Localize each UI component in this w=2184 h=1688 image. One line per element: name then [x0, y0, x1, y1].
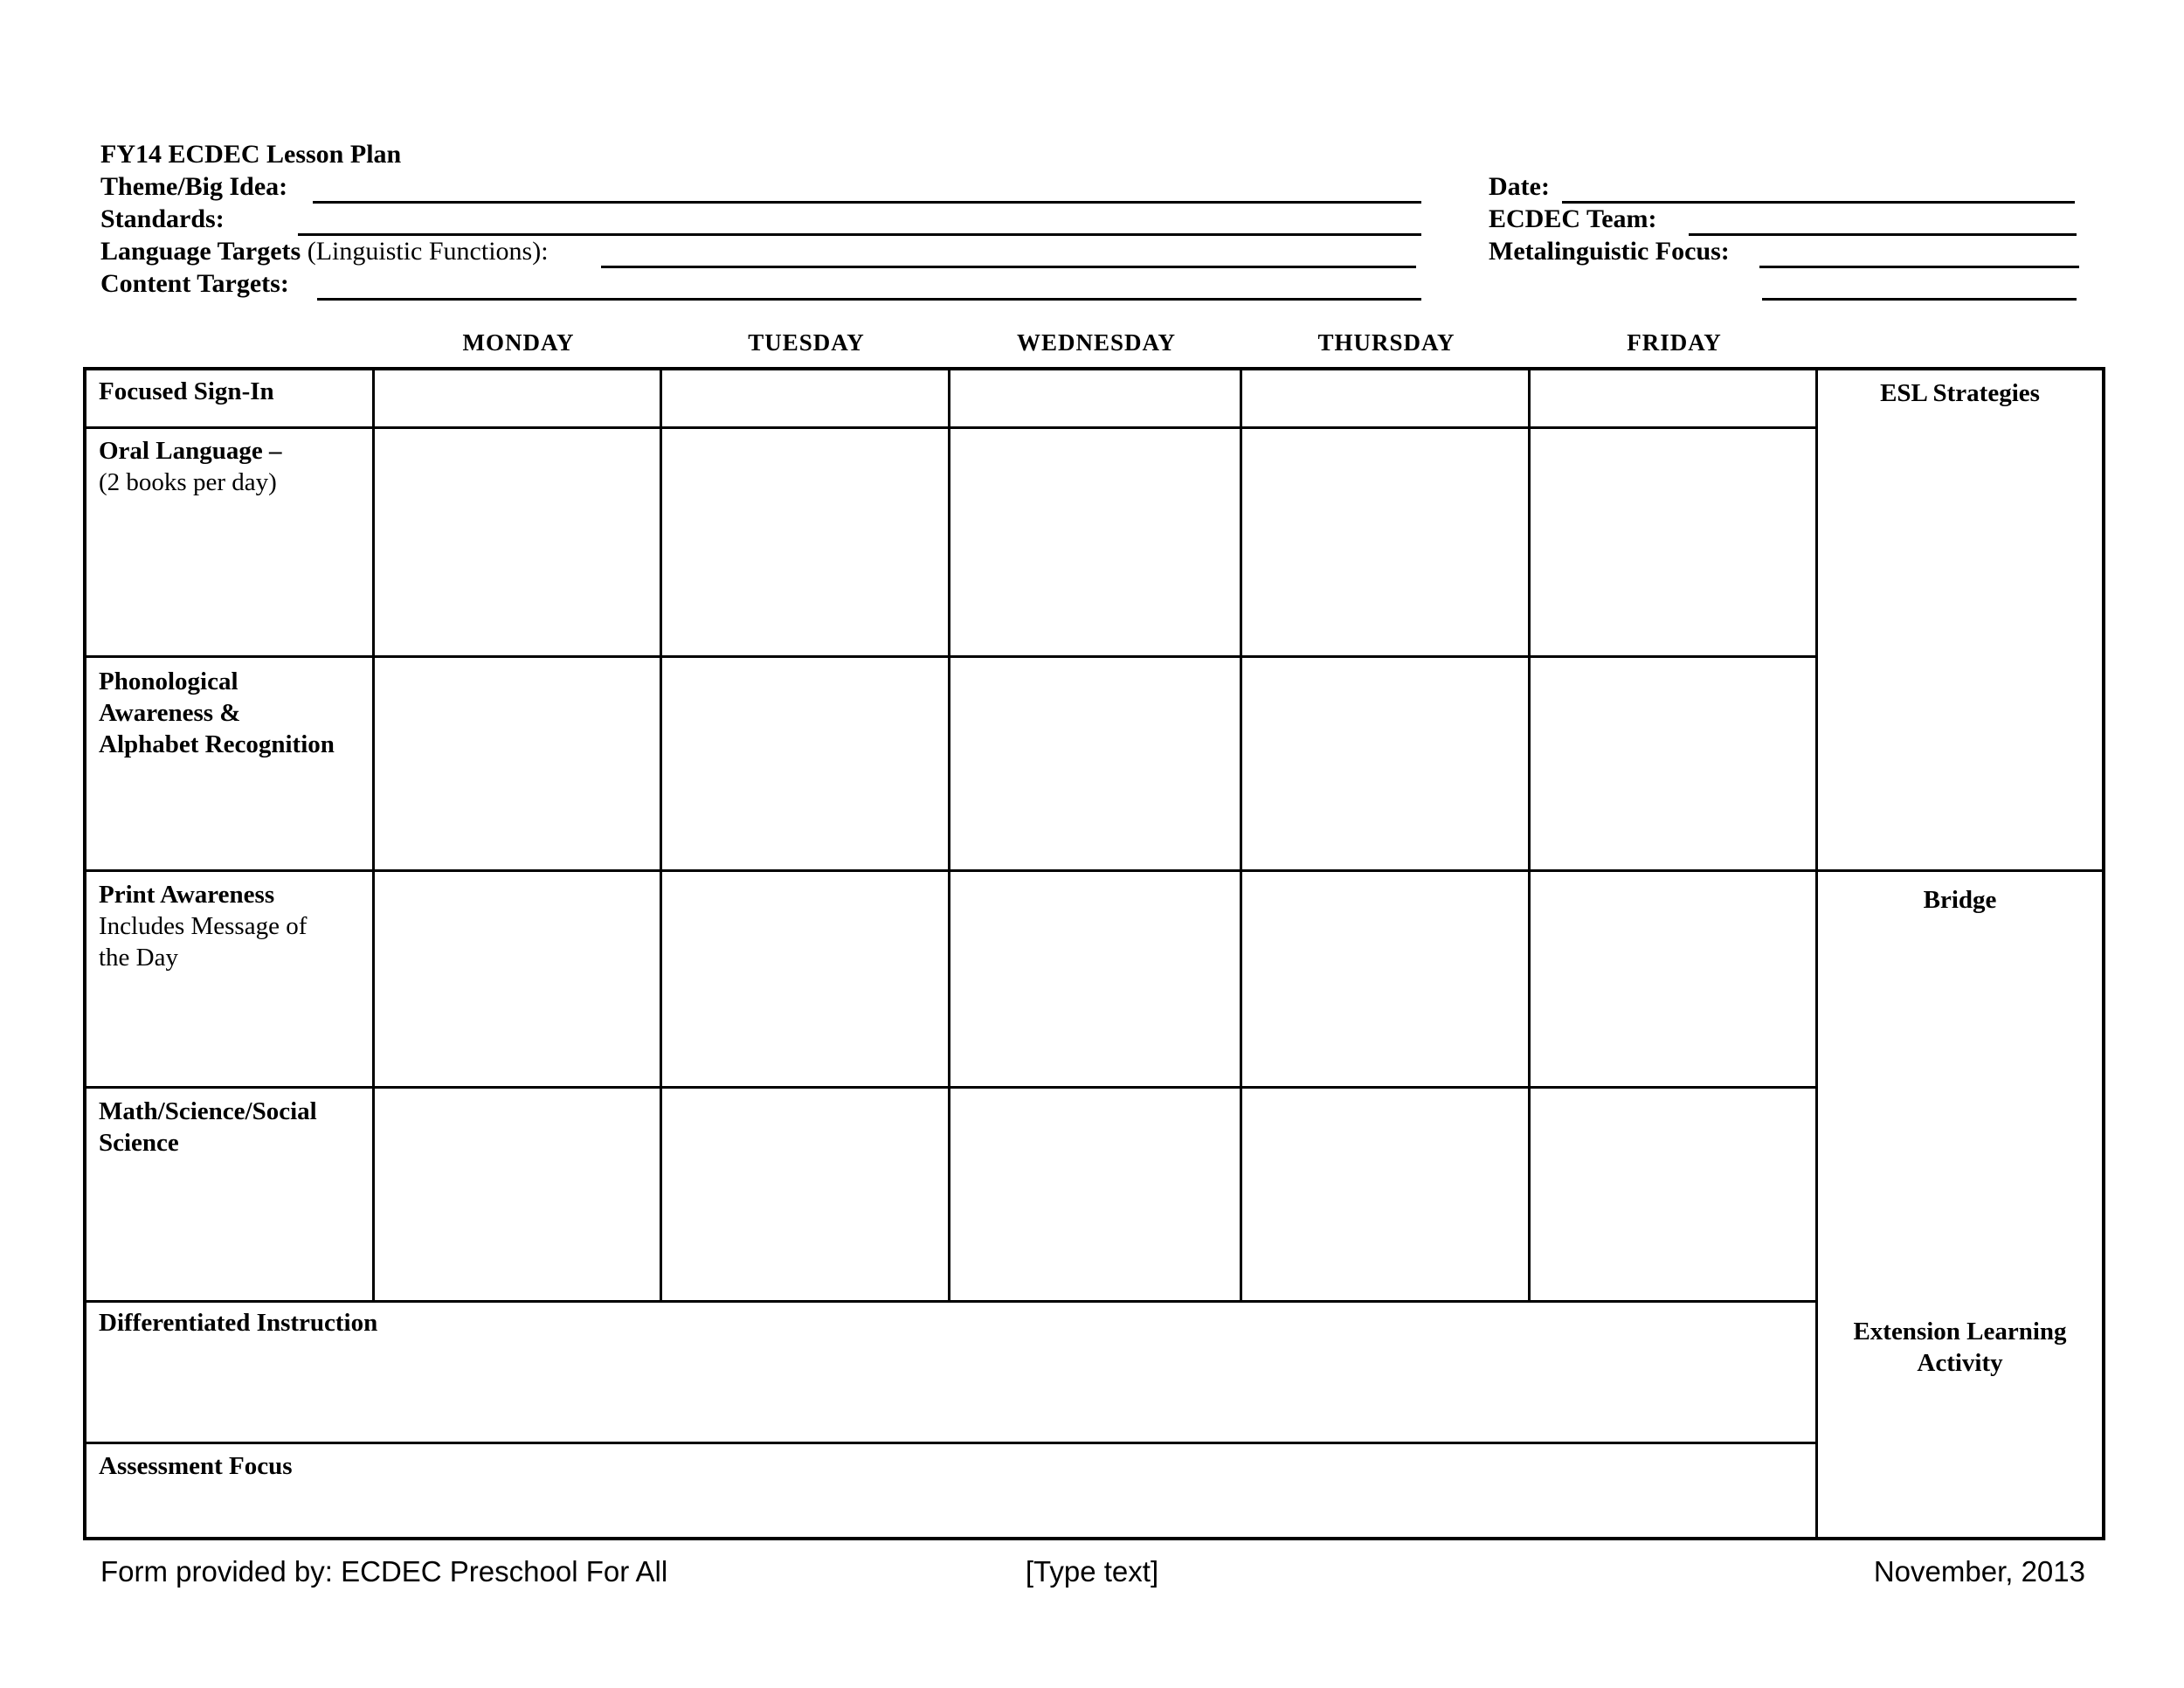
footer-date: November, 2013	[1873, 1555, 2085, 1588]
cell-friday-print-awareness[interactable]	[1531, 872, 1815, 1086]
math-science-line2: Science	[99, 1129, 179, 1157]
row-label-differentiated-instruction: Differentiated Instruction	[99, 1309, 378, 1337]
cell-monday-focused-sign-in[interactable]	[375, 370, 660, 426]
content-targets-input-line[interactable]	[317, 298, 1421, 301]
day-header-friday: FRIDAY	[1627, 329, 1722, 356]
cell-thursday-focused-sign-in[interactable]	[1242, 370, 1528, 426]
phonological-line2: Awareness &	[99, 699, 241, 727]
language-targets-input-line[interactable]	[601, 266, 1416, 268]
language-targets-label-rest: (Linguistic Functions):	[301, 237, 549, 266]
cell-wednesday-math-science[interactable]	[950, 1089, 1240, 1300]
phonological-line3: Alphabet Recognition	[99, 730, 335, 758]
footer-provided-by: Form provided by: ECDEC Preschool For All	[100, 1555, 668, 1588]
standards-input-line[interactable]	[298, 233, 1421, 236]
cell-thursday-phonological[interactable]	[1242, 658, 1528, 869]
cell-friday-oral-language[interactable]	[1531, 429, 1815, 655]
content-targets-label: Content Targets:	[100, 269, 289, 298]
date-input-line[interactable]	[1562, 201, 2075, 204]
cell-wednesday-phonological[interactable]	[950, 658, 1240, 869]
cell-bridge-extension[interactable]	[1818, 872, 2102, 1537]
cell-tuesday-focused-sign-in[interactable]	[662, 370, 948, 426]
print-awareness-sub-line1: Includes Message of	[99, 912, 308, 940]
metalinguistic-focus-input-line-2[interactable]	[1762, 298, 2077, 301]
day-header-tuesday: TUESDAY	[748, 329, 865, 356]
extension-learning-line1: Extension Learning	[1853, 1318, 2067, 1346]
side-label-esl-strategies: ESL Strategies	[1880, 379, 2040, 407]
cell-wednesday-oral-language[interactable]	[950, 429, 1240, 655]
standards-label: Standards:	[100, 204, 225, 233]
language-targets-label	[100, 237, 549, 266]
cell-esl-strategies[interactable]	[1818, 370, 2102, 869]
cell-tuesday-print-awareness[interactable]	[662, 872, 948, 1086]
cell-differentiated-instruction[interactable]	[86, 1303, 1815, 1442]
cell-tuesday-math-science[interactable]	[662, 1089, 948, 1300]
row-label-math-science	[99, 1096, 317, 1159]
row-label-print-awareness	[99, 879, 307, 973]
lesson-plan-table	[83, 367, 2105, 1540]
date-label: Date:	[1489, 172, 1550, 201]
phonological-line1: Phonological	[99, 668, 238, 695]
cell-assessment-focus[interactable]	[86, 1444, 1815, 1537]
cell-thursday-math-science[interactable]	[1242, 1089, 1528, 1300]
cell-thursday-print-awareness[interactable]	[1242, 872, 1528, 1086]
math-science-line1: Math/Science/Social	[99, 1097, 317, 1125]
cell-monday-oral-language[interactable]	[375, 429, 660, 655]
cell-thursday-oral-language[interactable]	[1242, 429, 1528, 655]
ecdec-team-label: ECDEC Team:	[1489, 204, 1657, 233]
day-header-wednesday: WEDNESDAY	[1016, 329, 1177, 356]
extension-learning-line2: Activity	[1917, 1349, 2003, 1377]
day-header-monday: MONDAY	[462, 329, 575, 356]
oral-language-subtitle: (2 books per day)	[99, 468, 277, 496]
cell-monday-phonological[interactable]	[375, 658, 660, 869]
print-awareness-sub-line2: the Day	[99, 944, 178, 972]
cell-wednesday-print-awareness[interactable]	[950, 872, 1240, 1086]
row-label-oral-language	[99, 435, 281, 498]
side-label-bridge: Bridge	[1923, 886, 1997, 914]
metalinguistic-focus-input-line[interactable]	[1759, 266, 2079, 268]
page-title: FY14 ECDEC Lesson Plan	[100, 140, 402, 169]
oral-language-title: Oral Language –	[99, 437, 282, 465]
cell-wednesday-focused-sign-in[interactable]	[950, 370, 1240, 426]
cell-monday-print-awareness[interactable]	[375, 872, 660, 1086]
row-label-assessment-focus: Assessment Focus	[99, 1452, 293, 1480]
language-targets-label-bold: Language Targets	[100, 237, 301, 266]
footer-type-text[interactable]: [Type text]	[1025, 1555, 1159, 1588]
print-awareness-title: Print Awareness	[99, 881, 275, 909]
cell-tuesday-phonological[interactable]	[662, 658, 948, 869]
row-label-phonological	[99, 666, 335, 760]
theme-label: Theme/Big Idea:	[100, 172, 288, 201]
cell-monday-math-science[interactable]	[375, 1089, 660, 1300]
cell-tuesday-oral-language[interactable]	[662, 429, 948, 655]
ecdec-team-input-line[interactable]	[1689, 233, 2077, 236]
theme-input-line[interactable]	[313, 201, 1421, 204]
cell-friday-math-science[interactable]	[1531, 1089, 1815, 1300]
cell-friday-phonological[interactable]	[1531, 658, 1815, 869]
cell-friday-focused-sign-in[interactable]	[1531, 370, 1815, 426]
row-label-focused-sign-in: Focused Sign-In	[99, 377, 274, 405]
metalinguistic-focus-label: Metalinguistic Focus:	[1489, 237, 1730, 266]
day-header-thursday: THURSDAY	[1317, 329, 1455, 356]
